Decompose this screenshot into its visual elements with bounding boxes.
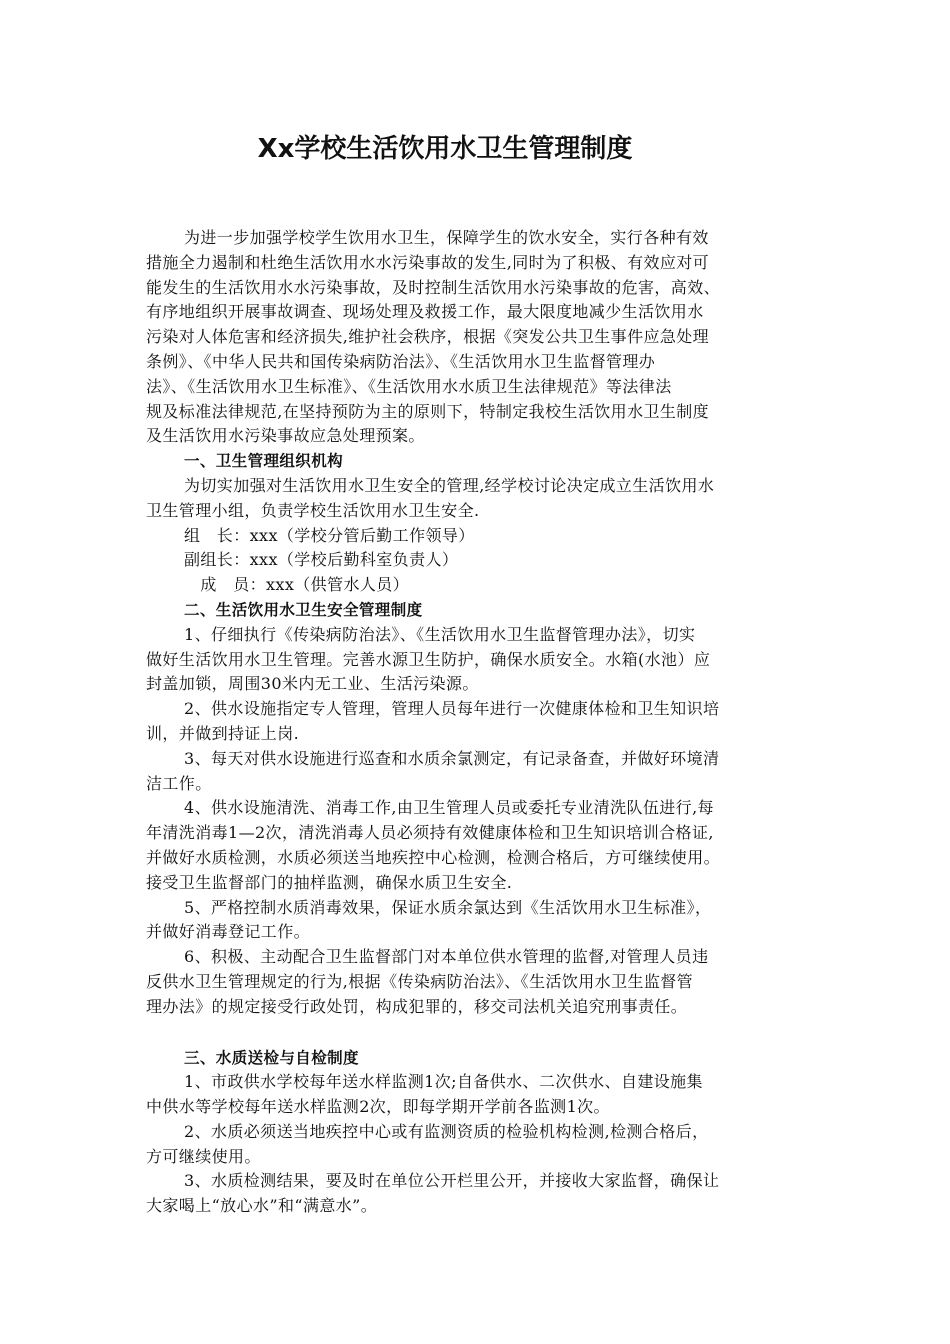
text-line: 能发生的生活饮用水水污染事故，及时控制生活饮用水污染事故的危害，高效、 [146,277,721,297]
text-line: 4、供水设施清洗、消毒工作,由卫生管理人员或委托专业清洗队伍进行,每 [184,798,714,818]
text-line: 1、仔细执行《传染病防治法》、《生活饮用水卫生监督管理办法》，切实 [184,624,696,644]
rule-item [146,1070,816,1120]
text-line: 为进一步加强学校学生饮用水卫生，保障学生的饮水安全，实行各种有效 [184,228,709,247]
rule-item [146,796,816,895]
text-line: 大家喝上“放心水”和“满意水”。 [146,1196,378,1216]
text-line: 理办法》的规定接受行政处罚，构成犯罪的，移交司法机关追究刑事责任。 [146,996,688,1016]
text-line: 3、水质检测结果，要及时在单位公开栏里公开，并接收大家监督，确保让 [184,1171,720,1191]
text-line: 年清洗消毒1—2次，清洗消毒人员必须持有效健康体检和卫生知识培训合格证, [146,823,714,843]
text-line: 方可继续使用。 [146,1146,261,1166]
text-line: 卫生管理小组，负责学校生活饮用水卫生安全. [146,500,480,520]
member-staff: 成 员：xxx（供管水人员） [184,575,410,595]
rule-item [146,697,816,747]
text-line: 封盖加锁，周围30米内无工业、生活污染源。 [146,674,479,694]
text-line: 1、市政供水学校每年送水样监测1次;自备供水、二次供水、自建设施集 [184,1072,703,1092]
document-title: Xx学校生活饮用水卫生管理制度 [257,134,633,164]
text-line: 有序地组织开展事故调查、现场处理及救援工作，最大限度地减少生活饮用水 [146,302,704,322]
text-line: 接受卫生监督部门的抽样监测，确保水质卫生安全. [146,872,513,892]
text-line: 法》、《生活饮用水卫生标准》、《生活饮用水水质卫生法律规范》等法律法 [146,376,672,396]
member-leader: 组 长：xxx（学校分管后勤工作领导） [184,525,475,545]
text-line: 洁工作。 [146,773,212,793]
text-line: 反供水卫生管理规定的行为,根据《传染病防治法》、《生活饮用水卫生监督管 [146,971,694,991]
intro-paragraph [146,226,816,449]
text-line: 并做好消毒登记工作。 [146,922,311,942]
text-line: 污染对人体危害和经济损失,维护社会秩序，根据《突发公共卫生事件应急处理 [146,327,710,347]
text-line: 条例》、《中华人民共和国传染病防治法》、《生活饮用水卫生监督管理办 [146,351,656,371]
document-body [146,226,816,1219]
rule-item [146,945,816,1019]
text-line: 及生活饮用水污染事故应急处理预案。 [146,426,425,446]
section-heading: 二、生活饮用水卫生安全管理制度 [184,600,423,619]
text-line: 训，并做到持证上岗. [146,723,300,743]
text-line: 中供水等学校每年送水样监测2次，即每学期开学前各监测1次。 [146,1097,610,1117]
section-heading: 三、水质送检与自检制度 [184,1048,359,1067]
text-line: 措施全力遏制和杜绝生活饮用水水污染事故的发生,同时为了积极、有效应对可 [146,252,710,272]
rule-item [146,896,816,946]
text-line: 6、积极、主动配合卫生监督部门对本单位供水管理的监督,对管理人员违 [184,947,709,967]
text-line: 规及标准法律规范,在坚持预防为主的原则下，特制定我校生活饮用水卫生制度 [146,401,710,421]
text-line: 5、严格控制水质消毒效果，保证水质余氯达到《生活饮用水卫生标准》， [184,897,712,917]
text-line: 3、每天对供水设施进行巡查和水质余氯测定，有记录备查，并做好环境清 [184,748,720,768]
text-line: 2、供水设施指定专人管理，管理人员每年进行一次健康体检和卫生知识培 [184,699,720,719]
section-spacer [146,1020,816,1046]
rule-item [146,747,816,797]
section-paragraph [146,474,816,524]
text-line: 为切实加强对生活饮用水卫生安全的管理,经学校讨论决定成立生活饮用水 [184,475,715,495]
member-deputy-leader: 副组长：xxx（学校后勤科室负责人） [184,550,459,570]
text-line: 做好生活饮用水卫生管理。完善水源卫生防护，确保水质安全。水箱(水池）应 [146,649,711,669]
rule-item [146,1120,816,1170]
rule-item [146,623,816,697]
text-line: 2、水质必须送当地疾控中心或有监测资质的检验机构检测,检测合格后， [184,1121,709,1141]
text-line: 并做好水质检测，水质必须送当地疾控中心检测，检测合格后，方可继续使用。 [146,847,721,867]
rule-item [146,1169,816,1219]
section-heading: 一、卫生管理组织机构 [184,452,344,471]
